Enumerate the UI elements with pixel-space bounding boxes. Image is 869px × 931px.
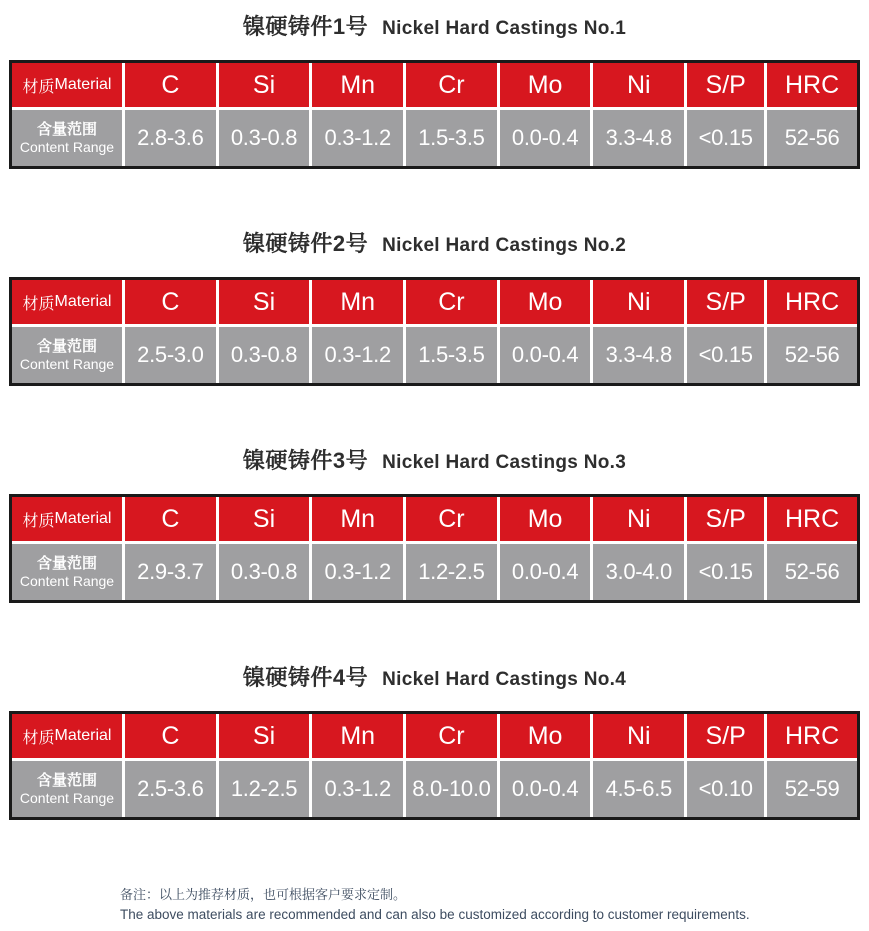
column-header-mo: Mo bbox=[500, 497, 591, 541]
range-label-en: Content Range bbox=[19, 356, 115, 372]
value-si: 0.3-0.8 bbox=[219, 110, 310, 166]
section-title-3-zh: 镍硬铸件3号 bbox=[242, 448, 369, 473]
material-label-en: Material bbox=[54, 727, 112, 744]
value-mo: 0.0-0.4 bbox=[500, 110, 591, 166]
column-header-c: C bbox=[125, 280, 216, 324]
range-label-en: Content Range bbox=[19, 790, 115, 806]
value-hrc: 52-59 bbox=[767, 761, 857, 817]
value-mn: 0.3-1.2 bbox=[312, 761, 403, 817]
section-title-2 bbox=[9, 229, 860, 261]
spec-table-3 bbox=[9, 494, 860, 603]
value-c: 2.5-3.0 bbox=[125, 327, 216, 383]
value-mo: 0.0-0.4 bbox=[500, 327, 591, 383]
column-header-hrc: HRC bbox=[767, 714, 857, 758]
material-header-cell bbox=[12, 714, 122, 758]
column-header-mo: Mo bbox=[500, 280, 591, 324]
range-label-zh: 含量范围 bbox=[36, 338, 97, 355]
range-label-en: Content Range bbox=[19, 139, 115, 155]
casting-section-3 bbox=[9, 446, 860, 603]
value-hrc: 52-56 bbox=[767, 110, 857, 166]
column-header-c: C bbox=[125, 714, 216, 758]
footer-note-en: The above materials are recommended and can also be customized according to customer requirements. bbox=[120, 906, 750, 922]
column-header-c: C bbox=[125, 63, 216, 107]
column-header-si: Si bbox=[219, 280, 310, 324]
value-si: 0.3-0.8 bbox=[219, 544, 310, 600]
value-c: 2.5-3.6 bbox=[125, 761, 216, 817]
range-label-cell bbox=[12, 761, 122, 817]
value-si: 0.3-0.8 bbox=[219, 327, 310, 383]
material-label-zh: 材质 bbox=[22, 295, 55, 313]
range-label-cell bbox=[12, 544, 122, 600]
material-header-cell bbox=[12, 497, 122, 541]
section-title-2-zh: 镍硬铸件2号 bbox=[242, 231, 369, 256]
section-title-4 bbox=[9, 663, 860, 695]
column-header-cr: Cr bbox=[406, 280, 497, 324]
casting-section-4 bbox=[9, 663, 860, 820]
column-header-ni: Ni bbox=[593, 63, 684, 107]
range-label-zh: 含量范围 bbox=[36, 772, 97, 789]
section-title-2-en: Nickel Hard Castings No.2 bbox=[382, 235, 627, 256]
range-label-en: Content Range bbox=[19, 573, 115, 589]
value-mn: 0.3-1.2 bbox=[312, 327, 403, 383]
spec-table-2 bbox=[9, 277, 860, 386]
section-title-1 bbox=[9, 12, 860, 44]
material-header-cell bbox=[12, 63, 122, 107]
material-label-en: Material bbox=[54, 510, 112, 527]
value-sp: <0.15 bbox=[687, 327, 764, 383]
column-header-mn: Mn bbox=[312, 497, 403, 541]
value-mo: 0.0-0.4 bbox=[500, 761, 591, 817]
value-ni: 3.0-4.0 bbox=[593, 544, 684, 600]
section-title-4-zh: 镍硬铸件4号 bbox=[242, 665, 369, 690]
value-ni: 4.5-6.5 bbox=[593, 761, 684, 817]
spec-table-4 bbox=[9, 711, 860, 820]
casting-section-2 bbox=[9, 229, 860, 386]
column-header-ni: Ni bbox=[593, 714, 684, 758]
value-ni: 3.3-4.8 bbox=[593, 327, 684, 383]
range-label-cell bbox=[12, 327, 122, 383]
range-label-zh: 含量范围 bbox=[36, 555, 97, 572]
column-header-sp: S/P bbox=[687, 63, 764, 107]
value-mn: 0.3-1.2 bbox=[312, 544, 403, 600]
column-header-hrc: HRC bbox=[767, 63, 857, 107]
material-label-zh: 材质 bbox=[22, 78, 55, 96]
section-title-3-en: Nickel Hard Castings No.3 bbox=[382, 452, 627, 473]
material-label-zh: 材质 bbox=[22, 729, 55, 747]
material-label-en: Material bbox=[54, 293, 112, 310]
column-header-cr: Cr bbox=[406, 497, 497, 541]
column-header-ni: Ni bbox=[593, 280, 684, 324]
column-header-mn: Mn bbox=[312, 63, 403, 107]
column-header-sp: S/P bbox=[687, 280, 764, 324]
range-label-cell bbox=[12, 110, 122, 166]
column-header-si: Si bbox=[219, 714, 310, 758]
value-si: 1.2-2.5 bbox=[219, 761, 310, 817]
section-title-1-zh: 镍硬铸件1号 bbox=[242, 14, 369, 39]
section-title-1-en: Nickel Hard Castings No.1 bbox=[382, 18, 627, 39]
value-c: 2.8-3.6 bbox=[125, 110, 216, 166]
value-hrc: 52-56 bbox=[767, 327, 857, 383]
value-mo: 0.0-0.4 bbox=[500, 544, 591, 600]
value-cr: 1.2-2.5 bbox=[406, 544, 497, 600]
column-header-cr: Cr bbox=[406, 714, 497, 758]
column-header-sp: S/P bbox=[687, 714, 764, 758]
column-header-cr: Cr bbox=[406, 63, 497, 107]
value-sp: <0.15 bbox=[687, 544, 764, 600]
column-header-ni: Ni bbox=[593, 497, 684, 541]
value-c: 2.9-3.7 bbox=[125, 544, 216, 600]
column-header-mn: Mn bbox=[312, 714, 403, 758]
column-header-si: Si bbox=[219, 497, 310, 541]
column-header-hrc: HRC bbox=[767, 280, 857, 324]
value-cr: 8.0-10.0 bbox=[406, 761, 497, 817]
spec-table-1 bbox=[9, 60, 860, 169]
footer-note-zh: 备注：以上为推荐材质，也可根据客户要求定制。 bbox=[120, 887, 407, 902]
column-header-mo: Mo bbox=[500, 63, 591, 107]
column-header-hrc: HRC bbox=[767, 497, 857, 541]
range-label-zh: 含量范围 bbox=[36, 121, 97, 138]
value-cr: 1.5-3.5 bbox=[406, 110, 497, 166]
value-ni: 3.3-4.8 bbox=[593, 110, 684, 166]
section-title-4-en: Nickel Hard Castings No.4 bbox=[382, 669, 627, 690]
column-header-sp: S/P bbox=[687, 497, 764, 541]
material-label-en: Material bbox=[54, 76, 112, 93]
column-header-si: Si bbox=[219, 63, 310, 107]
value-hrc: 52-56 bbox=[767, 544, 857, 600]
value-cr: 1.5-3.5 bbox=[406, 327, 497, 383]
value-sp: <0.15 bbox=[687, 110, 764, 166]
value-sp: <0.10 bbox=[687, 761, 764, 817]
section-title-3 bbox=[9, 446, 860, 478]
value-mn: 0.3-1.2 bbox=[312, 110, 403, 166]
footer-note bbox=[120, 886, 869, 924]
material-header-cell bbox=[12, 280, 122, 324]
column-header-c: C bbox=[125, 497, 216, 541]
column-header-mn: Mn bbox=[312, 280, 403, 324]
column-header-mo: Mo bbox=[500, 714, 591, 758]
material-label-zh: 材质 bbox=[22, 512, 55, 530]
casting-section-1 bbox=[9, 12, 860, 169]
